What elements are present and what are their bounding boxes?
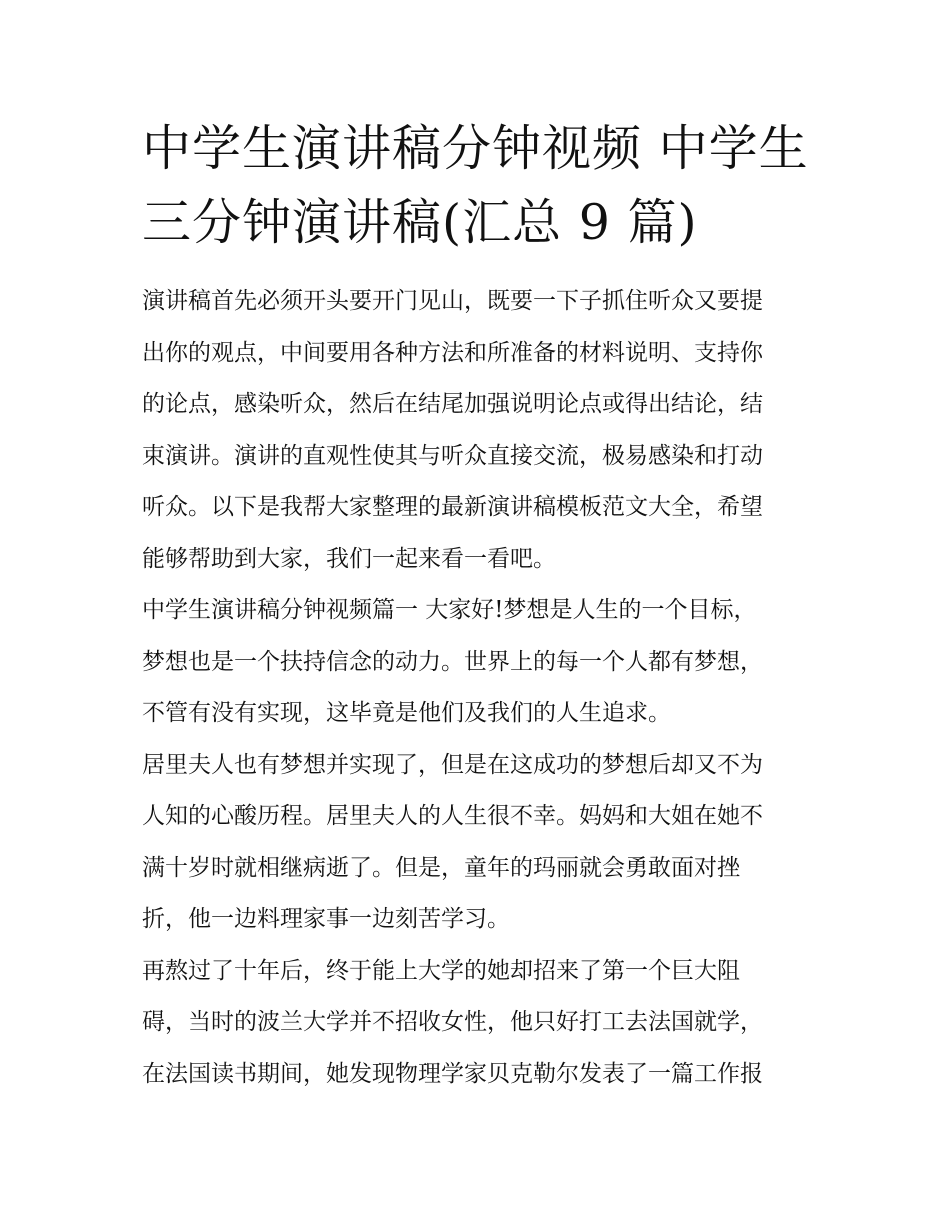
text-line: 人知的心酸历程。居里夫人的人生很不幸。妈妈和大姐在她不 bbox=[142, 803, 763, 829]
text-line: 再熬过了十年后，终于能上大学的她却招来了第一个巨大阻 bbox=[142, 957, 740, 984]
document-body bbox=[142, 112, 814, 1100]
text-line: 居里夫人也有梦想并实现了，但是在这成功的梦想后却又不为 bbox=[142, 751, 763, 778]
speech-paragraph-1 bbox=[142, 585, 814, 740]
text-line: 满十岁时就相继病逝了。但是，童年的玛丽就会勇敢面对挫 bbox=[142, 854, 740, 881]
title-line: 中学生演讲稿分钟视频 中学生 bbox=[142, 120, 809, 177]
text-line: 出你的观点，中间要用各种方法和所准备的材料说明、支持你 bbox=[142, 339, 763, 366]
text-line: 演讲稿首先必须开头要开门见山，既要一下子抓住听众又要提 bbox=[142, 288, 763, 314]
text-line: 听众。以下是我帮大家整理的最新演讲稿模板范文大全，希望 bbox=[142, 494, 763, 520]
text-line: 不管有没有实现，这毕竟是他们及我们的人生追求。 bbox=[142, 700, 671, 726]
text-line: 在法国读书期间，她发现物理学家贝克勒尔发表了一篇工作报 bbox=[142, 1060, 763, 1087]
speech-paragraph-3 bbox=[142, 946, 814, 1101]
title-line: 三分钟演讲稿(汇总 9 篇) bbox=[142, 194, 698, 251]
text-line: 能够帮助到大家，我们一起来看一看吧。 bbox=[142, 545, 556, 572]
text-line: 梦想也是一个扶持信念的动力。世界上的每一个人都有梦想， bbox=[142, 648, 763, 675]
speech-paragraph-2 bbox=[142, 740, 814, 946]
text-line: 碍，当时的波兰大学并不招收女性，他只好打工去法国就学， bbox=[142, 1009, 763, 1035]
intro-paragraph bbox=[142, 276, 814, 585]
text-line: 的论点，感染听众，然后在结尾加强说明论点或得出结论，结 bbox=[142, 391, 763, 417]
text-line: 中学生演讲稿分钟视频篇一 大家好!梦想是人生的一个目标， bbox=[142, 597, 757, 623]
document-title bbox=[142, 112, 814, 260]
text-line: 折，他一边料理家事一边刻苦学习。 bbox=[142, 906, 510, 932]
text-line: 束演讲。演讲的直观性使其与听众直接交流，极易感染和打动 bbox=[142, 442, 763, 469]
